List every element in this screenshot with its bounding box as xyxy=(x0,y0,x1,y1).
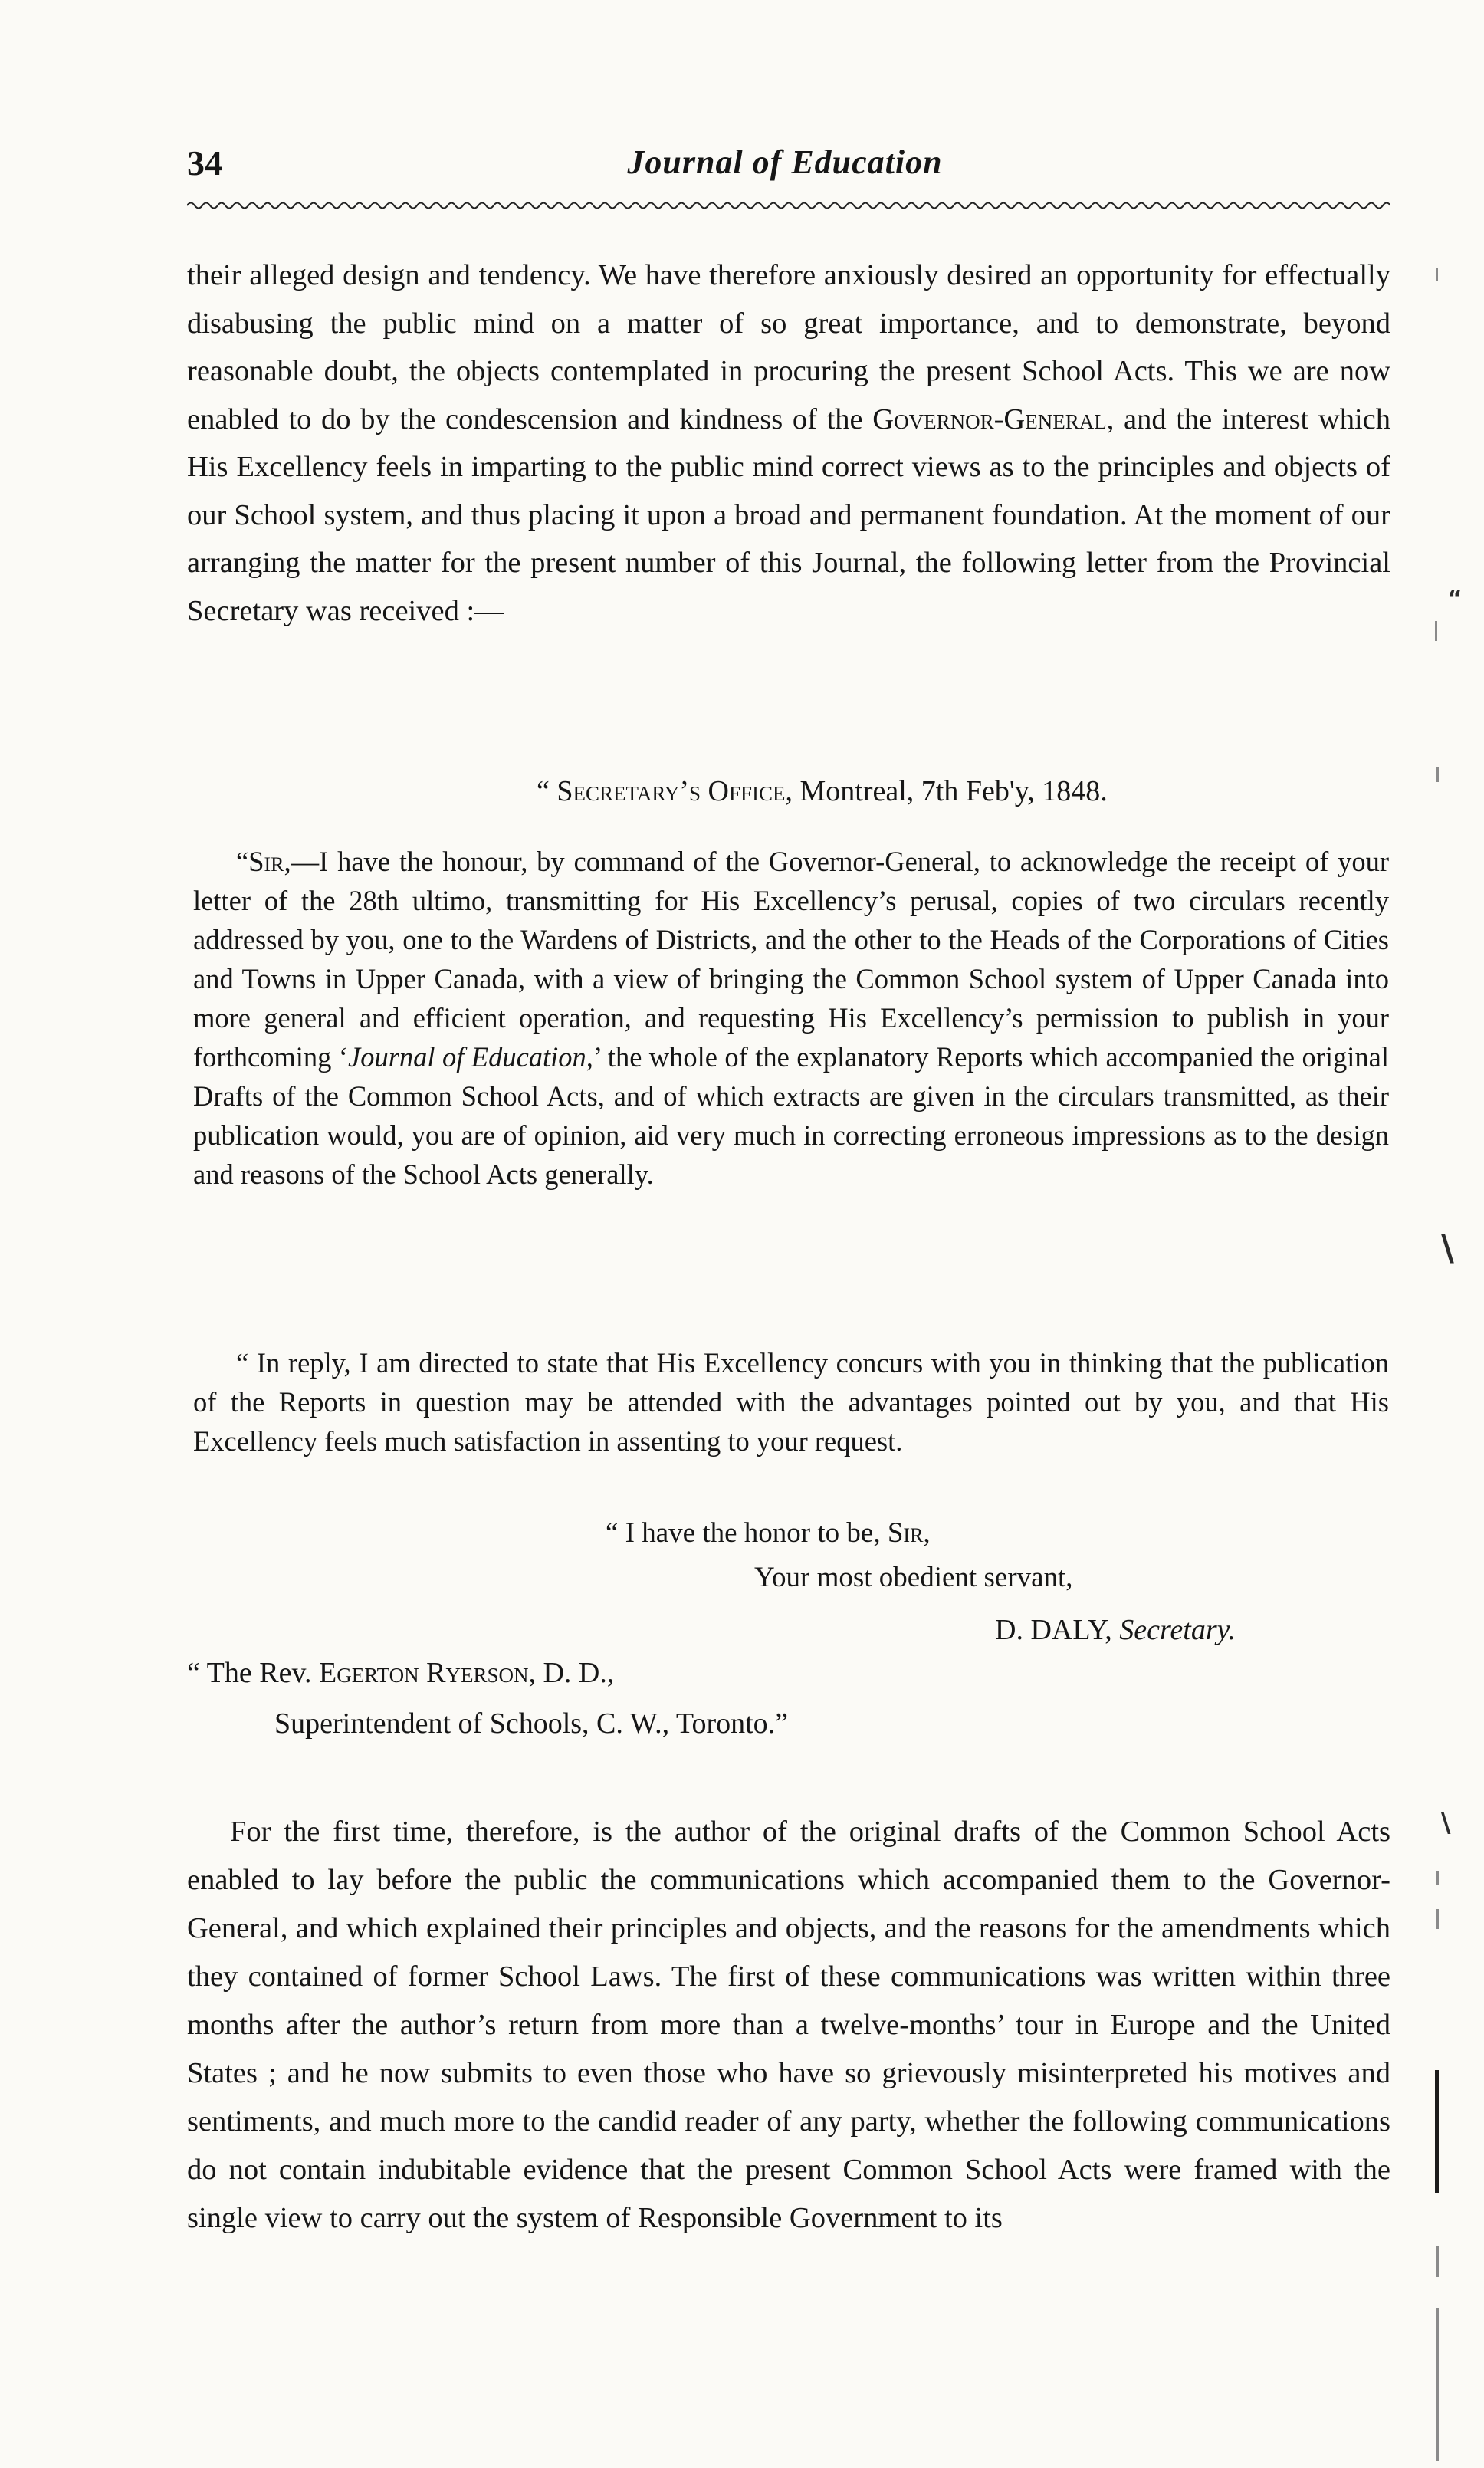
letter-body-1-end: ’ the whole of the explanatory Reports which accompanied the original Drafts of the Common School Acts, and of which extracts are given in the circulars transmitted, as their publication would, you are of opinion, aid very much in correcting erroneous impressions as to the design and reasons of the School Acts generally. xyxy=(193,1041,1390,1190)
intro-paragraph xyxy=(187,251,1390,635)
addressee-line-2: Superintendent of Schools, C. W., Toronto.” xyxy=(274,1707,789,1740)
letter-body-1: ,—I have the honour, by command of the Governor-General, to acknowledge the receipt of your letter of the 28th ultimo, transmitting for His Excellency’s perusal, copies of two circulars recently addressed by you, one to the Wardens of Districts, and the other to the Heads of the Corporations of Cities and Towns in Upper Canada, with a view of bringing the Common School system of Upper Canada into more general and efficient operation, and requesting His Excellency’s permission to publish in your forthcoming ‘ xyxy=(193,846,1389,1073)
margin-mark: \ xyxy=(1441,1227,1454,1268)
addressee-name: Egerton Ryerson, xyxy=(319,1657,536,1689)
letter-dateline xyxy=(537,774,1108,808)
closing-sir: Sir xyxy=(887,1517,924,1549)
margin-tick xyxy=(1436,1871,1439,1885)
closing-paragraph xyxy=(187,1808,1390,2243)
intro-text-1: their alleged design and tendency. We have therefore anxiously desired an opportunity for effectually disabusing the public mind on a matter of so great importance, and to demonstrate, beyond reasonable doubt, the objects contemplated in procuring the present School Acts. This we are now enabled to do by the condescension and kindness of the xyxy=(187,259,1390,435)
wavy-rule xyxy=(187,196,1390,215)
margin-tick xyxy=(1436,268,1438,281)
margin-tick xyxy=(1436,2246,1439,2277)
signature-name: D. DALY, xyxy=(995,1614,1120,1646)
margin-mark: \ xyxy=(1441,1808,1451,1839)
margin-mark: “ xyxy=(1447,586,1463,613)
margin-tick xyxy=(1435,621,1437,641)
letter-body-2: “ In reply, I am directed to state that His Excellency concurs with you in thinking that the publication of the Reports in question may be attended with the advantages pointed out by you, and that His Excellency feels much satisfaction in assenting to your request. xyxy=(193,1347,1389,1457)
closing-paragraph-text: For the first time, therefore, is the author of the original drafts of the Common School Acts enabled to lay before the public the communications which accompanied them to the Governor-General, and which explained their principles and objects, and the reasons for the amendments which they contained of former School Laws. The first of these communications was written within three months after the author’s return from more than a twelve-months’ tour in Europe and the United States ; and he now submits to even those who have so grievously misinterpreted his motives and sentiments, and much more to the candid reader of any party, whether the following communications do not contain indubitable evidence that the present Common School Acts were framed with the single view to carry out the system of Responsible Government to its xyxy=(187,1816,1390,2234)
running-head xyxy=(187,143,1390,196)
addressee-degree: D. D., xyxy=(535,1657,615,1689)
intro-text-2: , and the interest which His Excellency feels in imparting to the public mind correct views as to the principles and objects of our School system, and thus placing it upon a broad and permanent foundation. At the moment of our arranging the matter for the present number of this Journal, the following letter from the Provincial Secretary was received :— xyxy=(187,403,1391,627)
dateline-quote: “ xyxy=(537,775,557,807)
margin-tick xyxy=(1436,1909,1439,1929)
dateline-office: Secretary’s Office, xyxy=(556,775,793,807)
margin-bar xyxy=(1435,2070,1439,2193)
dateline-date: Montreal, 7th Feb'y, 1848. xyxy=(793,775,1108,807)
addressee-line-1 xyxy=(187,1656,614,1690)
signature-title: Secretary. xyxy=(1119,1614,1236,1646)
closing-comma: , xyxy=(923,1517,931,1549)
letter-paragraph-1 xyxy=(193,842,1389,1194)
salutation-sir: Sir xyxy=(248,846,284,877)
salutation-quote: “ xyxy=(236,846,249,877)
letter-closing xyxy=(606,1517,931,1549)
margin-tick xyxy=(1436,767,1439,782)
signature xyxy=(995,1613,1236,1647)
page-number: 34 xyxy=(187,143,222,182)
closing-text: “ I have the honor to be, xyxy=(606,1517,888,1549)
journal-reference: Journal of Education, xyxy=(348,1041,593,1073)
governor-general: Governor-General xyxy=(872,403,1107,435)
journal-title: Journal of Education xyxy=(627,143,943,181)
letter-paragraph-2 xyxy=(193,1343,1389,1461)
addressee-open: “ The Rev. xyxy=(187,1657,320,1689)
servant-line: Your most obedient servant, xyxy=(754,1562,1073,1593)
margin-tick xyxy=(1436,2308,1439,2461)
